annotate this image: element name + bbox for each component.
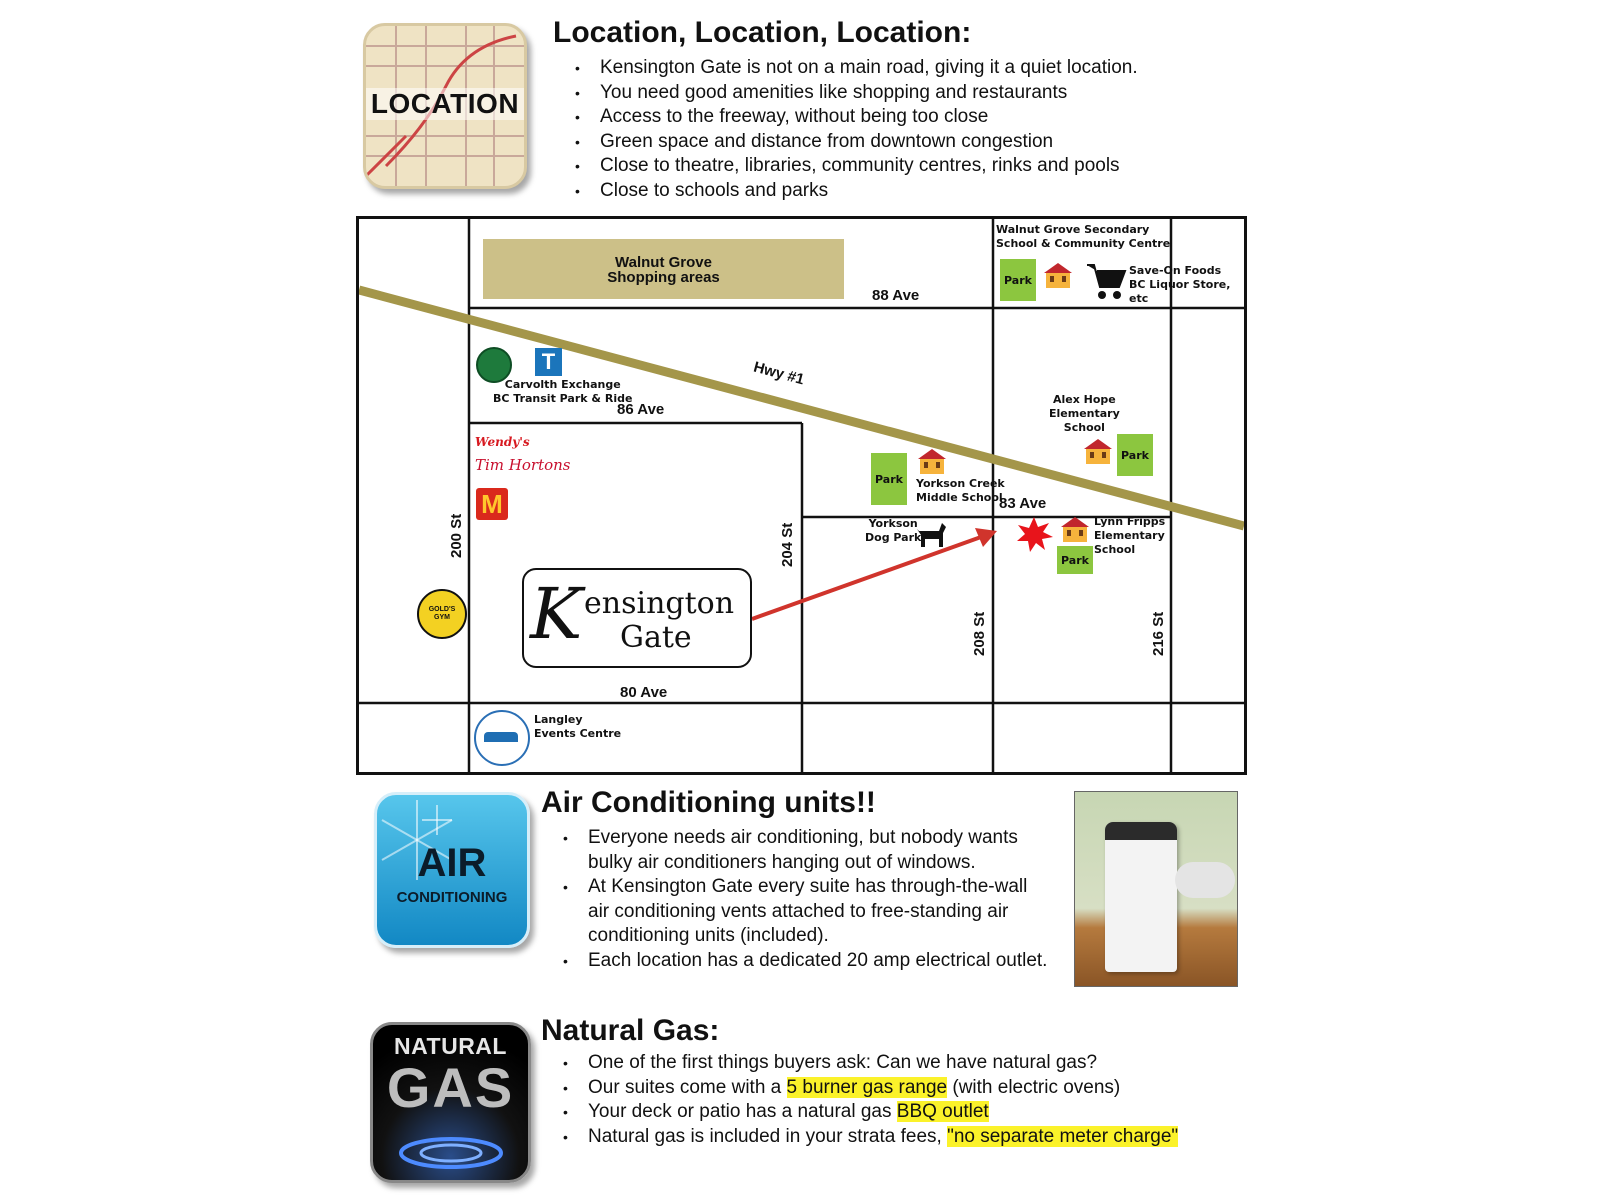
golds-gym-logo xyxy=(417,589,467,639)
location-icon-label: LOCATION xyxy=(366,88,524,120)
portable-air-conditioner-photo xyxy=(1074,791,1238,987)
yorkson-creek-line1: Yorkson Creek xyxy=(916,477,1005,490)
carvolth-line2: BC Transit Park & Ride xyxy=(493,392,633,405)
location-bullet-list xyxy=(575,56,1138,203)
ac-bullet xyxy=(563,826,1047,875)
langley-line1: Langley xyxy=(534,713,583,726)
yorkson-creek-label xyxy=(916,477,1005,505)
yorkson-creek-line2: Middle School xyxy=(916,491,1003,504)
gas-bullet xyxy=(563,1076,1178,1101)
park-marker: Park xyxy=(1057,546,1093,574)
carvolth-line1: Carvolth Exchange xyxy=(504,378,621,391)
gas-bullet3-text: Your deck or patio has a natural gas xyxy=(588,1101,897,1122)
street-216-label: 216 St xyxy=(1150,611,1167,656)
walnut-grove-secondary-label xyxy=(996,223,1170,251)
kensington-word: ensington xyxy=(584,586,735,621)
tim-hortons-logo: Tim Hortons xyxy=(475,456,571,474)
ave-88-label: 88 Ave xyxy=(872,287,920,304)
park-marker: Park xyxy=(871,453,907,505)
shopping-label-line1: Walnut Grove xyxy=(615,254,712,271)
no-meter-charge-highlight: "no separate meter charge" xyxy=(947,1125,1179,1147)
ac-bullet1-line1: • Everyone needs air conditioning, but nobody wants xyxy=(588,827,1018,848)
gas-bullet xyxy=(563,1125,1178,1150)
location-bullet: • Close to schools and parks xyxy=(575,179,1138,204)
ac-bullet xyxy=(563,875,1047,949)
ave-80-label: 80 Ave xyxy=(620,684,668,701)
ac-bullet1-line2: bulky air conditioners hanging out of windows. xyxy=(588,851,976,873)
alex-hope-line3: School xyxy=(1063,421,1105,434)
area-map xyxy=(356,216,1247,775)
street-208-label: 208 St xyxy=(971,611,988,656)
langley-events-logo xyxy=(474,710,530,766)
transit-icon: T xyxy=(535,348,562,376)
ac-icon-big-text: AIR xyxy=(417,841,487,885)
school-icon xyxy=(1042,261,1074,289)
kensington-k: K xyxy=(530,573,583,655)
wg-secondary-line2: School & Community Centre xyxy=(996,237,1171,250)
shopping-cart-icon xyxy=(1085,261,1127,301)
gas-icon-top-text: NATURAL xyxy=(394,1033,507,1059)
park-marker: Park xyxy=(1117,434,1153,476)
gas-bullet4-text: Natural gas is included in your strata fees, xyxy=(588,1125,948,1147)
alex-hope-label xyxy=(1049,393,1120,435)
lynn-fripps-label xyxy=(1094,515,1165,557)
gas-bullet: • One of the first things buyers ask: Can we have natural gas? xyxy=(563,1051,1178,1076)
location-bullet: • Access to the freeway, without being too close xyxy=(575,105,1138,130)
save-on-foods-label xyxy=(1129,264,1244,306)
highway-1-label: Hwy #1 xyxy=(751,358,807,389)
dog-park-line2: Dog Park xyxy=(865,531,922,544)
gas-range-highlight: 5 burner gas range xyxy=(786,1076,948,1098)
carvolth-exchange-label xyxy=(493,378,632,406)
park-marker: Park xyxy=(1000,259,1036,301)
school-icon xyxy=(1082,437,1114,465)
location-bullet: • You need good amenities like shopping and restaurants xyxy=(575,81,1138,106)
dog-park-line1: Yorkson xyxy=(868,517,918,530)
ave-86-label: 86 Ave xyxy=(617,401,665,418)
street-204-label: 204 St xyxy=(779,522,796,567)
location-bullet: • Green space and distance from downtown congestion xyxy=(575,130,1138,155)
street-200-label: 200 St xyxy=(448,513,465,558)
ac-bullet xyxy=(563,949,1047,974)
gas-bullet2-text: Our suites come with a xyxy=(588,1076,787,1098)
langley-events-label xyxy=(534,713,621,741)
gas-bullet-list xyxy=(563,1051,1178,1149)
location-bullet: • Close to theatre, libraries, community centres, rinks and pools xyxy=(575,154,1138,179)
ac-heading: Air Conditioning units!! xyxy=(541,786,876,819)
save-on-line2: BC Liquor Store, etc xyxy=(1129,278,1231,305)
save-on-line1: Save-On Foods xyxy=(1129,264,1222,277)
air-conditioning-icon xyxy=(374,792,530,948)
alex-hope-line1: Alex Hope xyxy=(1053,393,1116,406)
langley-line2: Events Centre xyxy=(534,727,622,740)
ac-bullet3-line1: • Each location has a dedicated 20 amp electrical outlet. xyxy=(588,949,1048,971)
gate-word: Gate xyxy=(620,620,692,655)
gas-icon-big-text: GAS xyxy=(386,1056,515,1119)
yorkson-dog-park-label xyxy=(865,517,921,545)
ave-83-label: 83 Ave xyxy=(999,495,1047,512)
kensington-gate-logo xyxy=(522,568,752,668)
mcdonalds-logo: M xyxy=(476,488,508,520)
gas-flame-icon xyxy=(373,1025,528,1180)
shopping-label-line2: Shopping areas xyxy=(607,269,720,286)
ac-bullet-list xyxy=(563,826,1047,973)
shopping-area-block xyxy=(483,239,844,299)
golds-gym-text: GOLD'S GYM xyxy=(428,606,456,621)
ac-icon-small-text: CONDITIONING xyxy=(396,889,508,906)
gas-heading: Natural Gas: xyxy=(541,1014,720,1047)
ac-bullet2-line3: conditioning units (included). xyxy=(588,925,829,946)
school-icon xyxy=(916,447,948,475)
location-bullet: • Kensington Gate is not on a main road, giving it a quiet location. xyxy=(575,56,1138,81)
ac-bullet2-line1: • At Kensington Gate every suite has through-the-wall xyxy=(588,876,1028,897)
lynn-fripps-line2: Elementary xyxy=(1094,529,1165,542)
gas-bullet2-tail: (with electric ovens) xyxy=(947,1076,1121,1098)
dog-icon xyxy=(915,517,947,549)
wendys-logo: Wendy's xyxy=(475,435,530,449)
location-heading: Location, Location, Location: xyxy=(553,16,972,49)
wg-secondary-line1: Walnut Grove Secondary xyxy=(996,223,1150,236)
bbq-outlet-highlight: BBQ outlet xyxy=(896,1101,989,1122)
gas-bullet xyxy=(563,1100,1178,1125)
location-map-icon xyxy=(363,23,527,189)
alex-hope-line2: Elementary xyxy=(1049,407,1120,420)
ac-bullet2-line2: air conditioning vents attached to free-standing air xyxy=(588,900,1009,922)
destination-star-icon xyxy=(1017,517,1053,552)
school-icon xyxy=(1059,515,1091,543)
lynn-fripps-line3: School xyxy=(1094,543,1136,556)
natural-gas-icon xyxy=(370,1022,531,1183)
lynn-fripps-line1: Lynn Fripps xyxy=(1094,515,1166,528)
